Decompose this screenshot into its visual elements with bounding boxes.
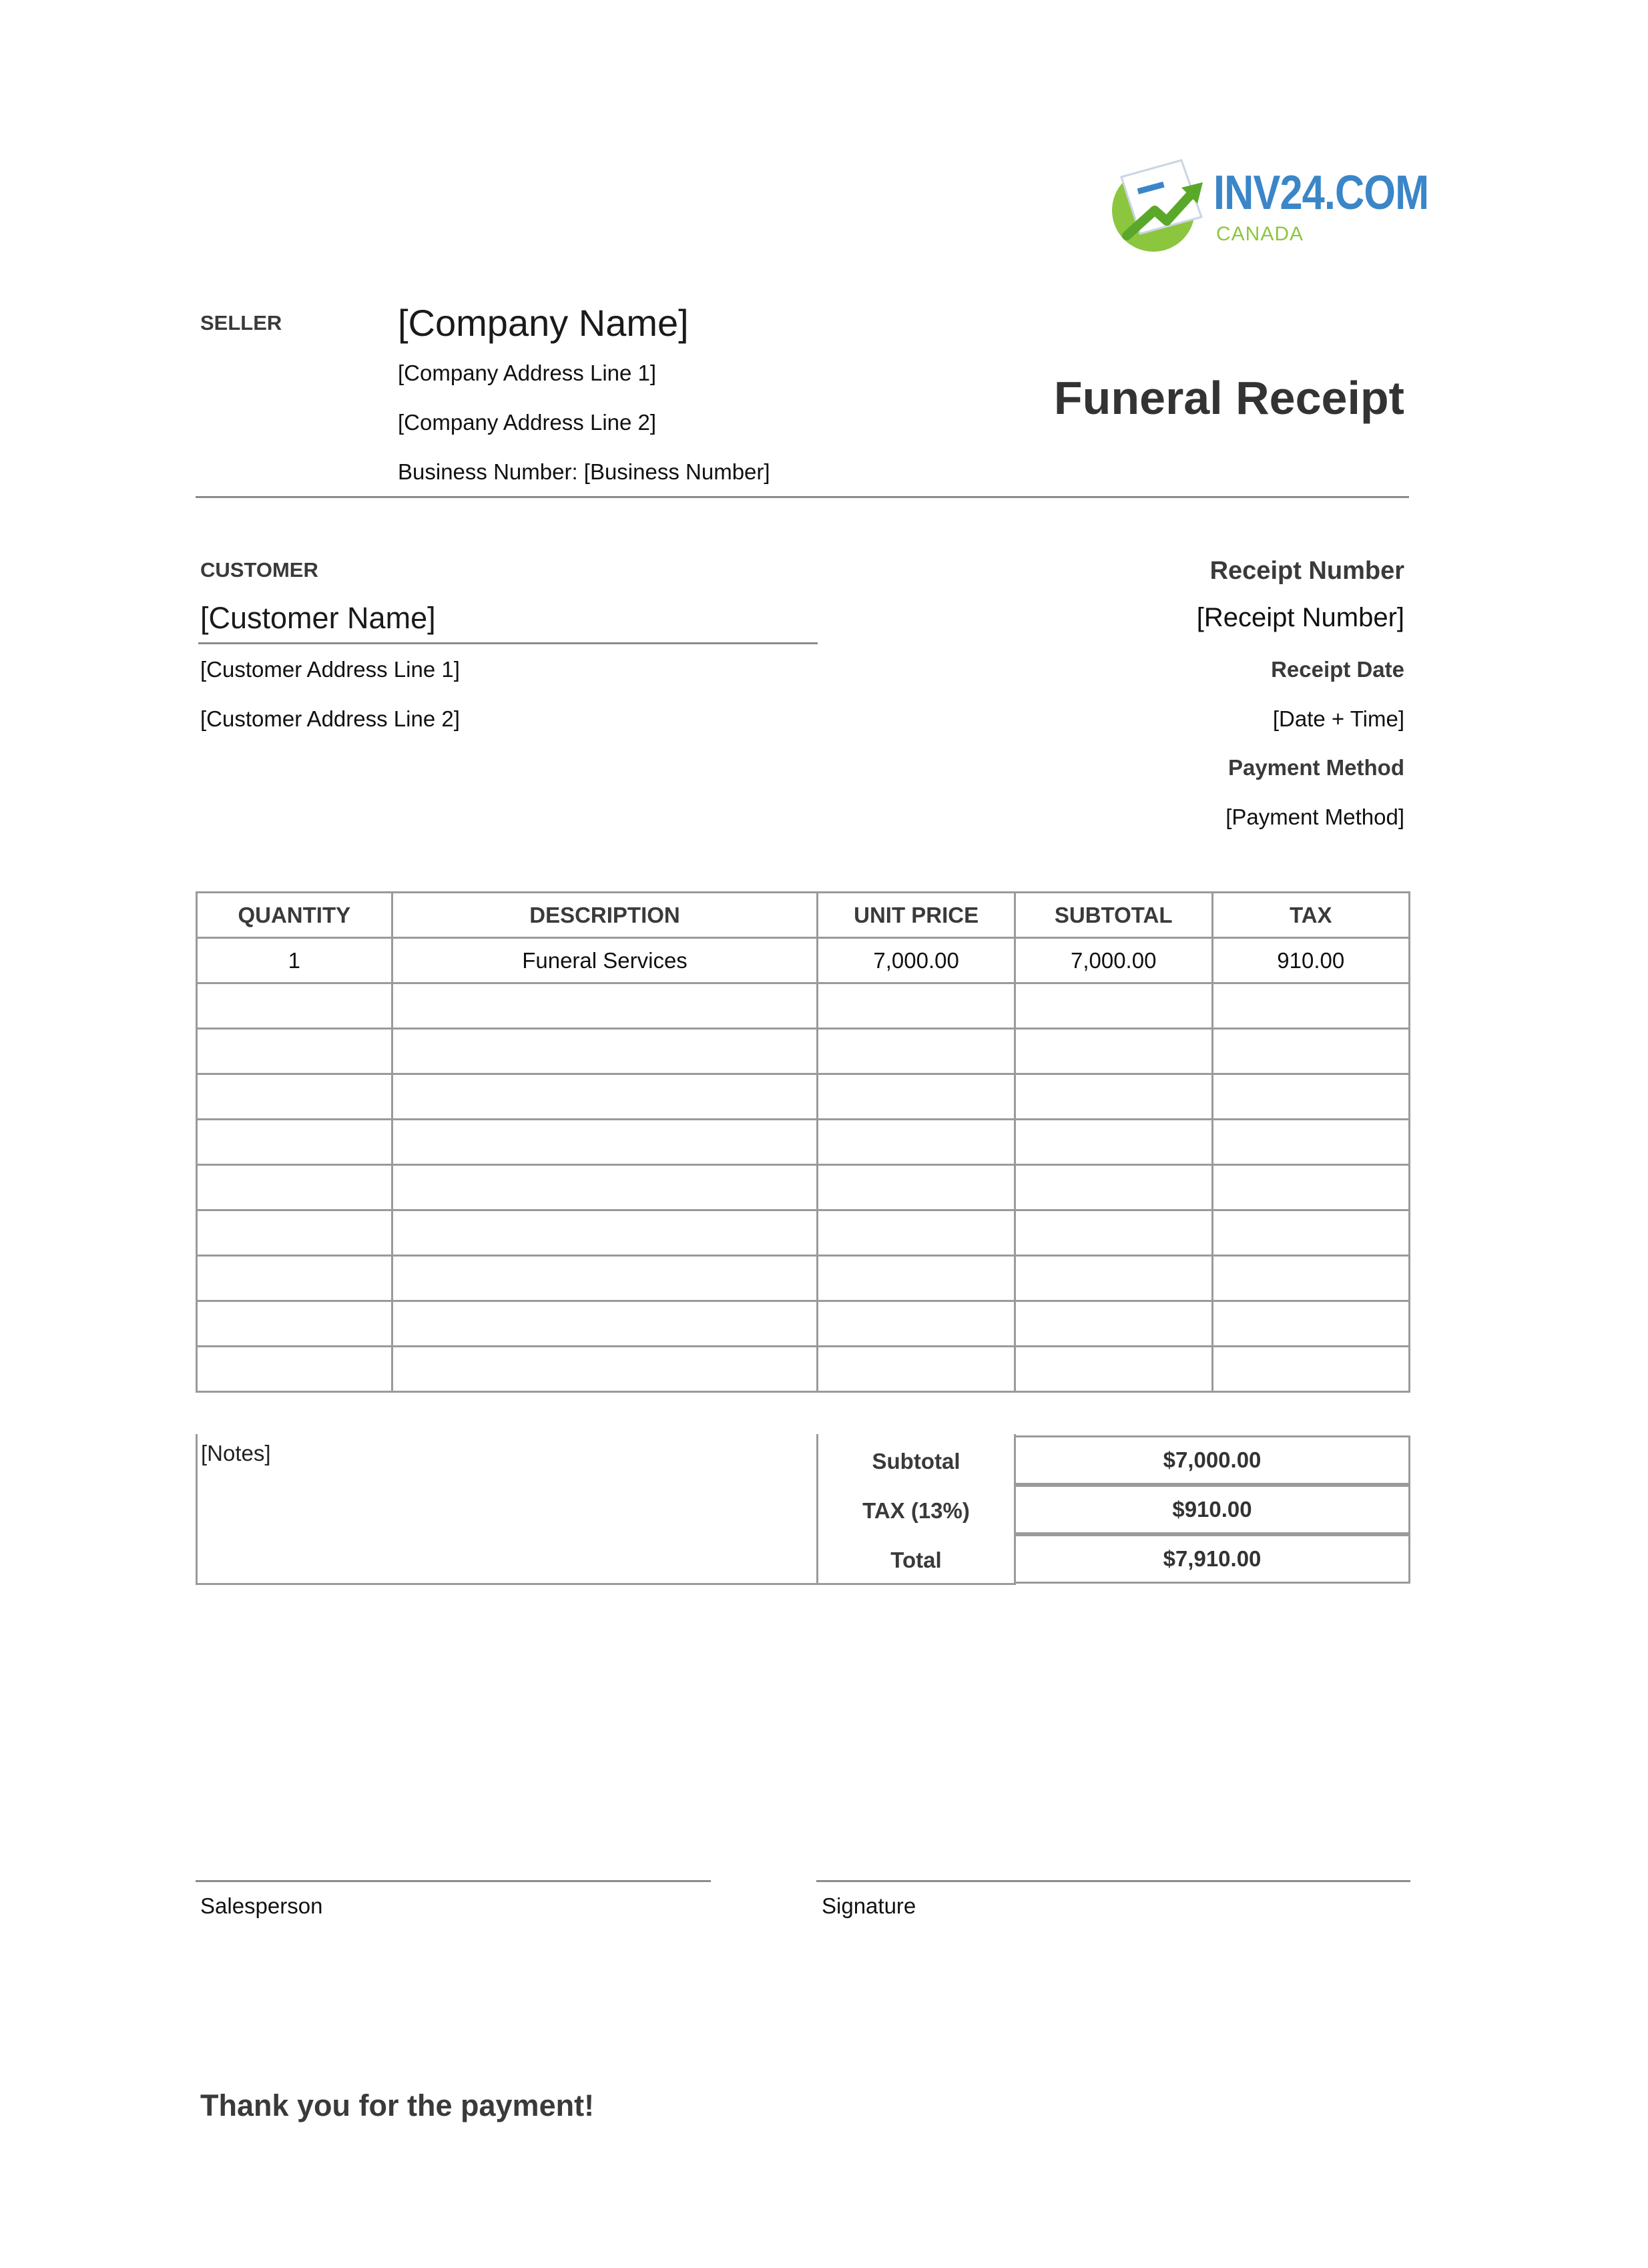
cell-tax [1212, 1074, 1409, 1120]
logo-brand-text: INV24.COM [1213, 166, 1429, 220]
subtotal-label: Subtotal [872, 1449, 960, 1473]
cell-quantity [197, 1120, 392, 1165]
cell-subtotal: 7,000.00 [1015, 938, 1212, 983]
cell-quantity [197, 1029, 392, 1074]
notes-text: [Notes] [201, 1441, 271, 1465]
column-header-quantity: QUANTITY [197, 893, 392, 938]
cell-unit-price [818, 1029, 1015, 1074]
column-header-tax: TAX [1212, 893, 1409, 938]
customer-address-line-1: [Customer Address Line 1] [200, 657, 460, 682]
thank-you-message: Thank you for the payment! [200, 2088, 595, 2122]
cell-unit-price [818, 1120, 1015, 1165]
cell-quantity [197, 1347, 392, 1392]
cell-description [392, 1074, 818, 1120]
table-row [197, 1256, 1410, 1301]
cell-tax [1212, 1210, 1409, 1256]
customer-name: [Customer Name] [200, 601, 436, 635]
salesperson-label: Salesperson [200, 1893, 323, 1918]
cell-unit-price [818, 983, 1015, 1029]
cell-unit-price: 7,000.00 [818, 938, 1015, 983]
logo-region-text: CANADA [1216, 223, 1304, 245]
cell-description [392, 983, 818, 1029]
signature-line [816, 1880, 1410, 1882]
receipt-number-value: [Receipt Number] [1196, 603, 1404, 632]
subtotal-value: $7,000.00 [1014, 1435, 1410, 1485]
cell-quantity [197, 1074, 392, 1120]
cell-tax: 910.00 [1212, 938, 1409, 983]
receipt-date-value: [Date + Time] [1272, 706, 1404, 731]
cell-quantity [197, 1256, 392, 1301]
payment-method-label: Payment Method [1227, 755, 1404, 780]
cell-description [392, 1301, 818, 1347]
cell-description [392, 1029, 818, 1074]
table-row [197, 1347, 1410, 1392]
table-row [197, 1029, 1410, 1074]
cell-unit-price [818, 1210, 1015, 1256]
cell-subtotal [1015, 1301, 1212, 1347]
cell-description: Funeral Services [392, 938, 818, 983]
company-name: [Company Name] [398, 302, 689, 344]
payment-method-value: [Payment Method] [1225, 805, 1404, 829]
tax-value: $910.00 [1014, 1485, 1410, 1534]
cell-description [392, 1165, 818, 1210]
notes-box [196, 1434, 818, 1585]
tax-label: TAX (13%) [862, 1498, 970, 1523]
cell-description [392, 1120, 818, 1165]
table-row [197, 1120, 1410, 1165]
table-row [197, 983, 1410, 1029]
cell-tax [1212, 983, 1409, 1029]
business-number: Business Number: [Business Number] [398, 459, 770, 484]
receipt-date-label: Receipt Date [1271, 657, 1404, 682]
cell-quantity [197, 1165, 392, 1210]
document-title: Funeral Receipt [1053, 372, 1404, 424]
cell-tax [1212, 1301, 1409, 1347]
cell-subtotal [1015, 1029, 1212, 1074]
column-header-unit-price: UNIT PRICE [818, 893, 1015, 938]
items-table [196, 891, 1410, 1393]
signature-label: Signature [822, 1893, 916, 1918]
logo-emblem-icon [1108, 157, 1221, 257]
cell-subtotal [1015, 1074, 1212, 1120]
table-row [197, 938, 1410, 983]
cell-tax [1212, 1347, 1409, 1392]
table-row [197, 1074, 1410, 1120]
cell-quantity: 1 [197, 938, 392, 983]
cell-unit-price [818, 1347, 1015, 1392]
cell-description [392, 1210, 818, 1256]
cell-unit-price [818, 1301, 1015, 1347]
column-header-subtotal: SUBTOTAL [1015, 893, 1212, 938]
salesperson-line [196, 1880, 711, 1882]
receipt-number-label: Receipt Number [1209, 557, 1404, 585]
table-row [197, 1301, 1410, 1347]
cell-description [392, 1256, 818, 1301]
cell-tax [1212, 1165, 1409, 1210]
cell-unit-price [818, 1165, 1015, 1210]
customer-address-line-2: [Customer Address Line 2] [200, 706, 460, 731]
company-address-line-1: [Company Address Line 1] [398, 361, 657, 385]
cell-subtotal [1015, 1165, 1212, 1210]
cell-quantity [197, 1210, 392, 1256]
cell-subtotal [1015, 1210, 1212, 1256]
cell-subtotal [1015, 1120, 1212, 1165]
table-header-row [197, 893, 1410, 938]
cell-quantity [197, 1301, 392, 1347]
cell-subtotal [1015, 1347, 1212, 1392]
customer-label: CUSTOMER [200, 558, 318, 582]
table-row [197, 1210, 1410, 1256]
cell-unit-price [818, 1074, 1015, 1120]
table-row [197, 1165, 1410, 1210]
cell-tax [1212, 1256, 1409, 1301]
cell-description [392, 1347, 818, 1392]
header-divider [196, 496, 1409, 498]
cell-subtotal [1015, 983, 1212, 1029]
seller-label: SELLER [200, 311, 282, 334]
customer-name-underline [198, 642, 818, 644]
cell-unit-price [818, 1256, 1015, 1301]
column-header-description: DESCRIPTION [392, 893, 818, 938]
cell-tax [1212, 1029, 1409, 1074]
total-label: Total [890, 1548, 942, 1572]
cell-subtotal [1015, 1256, 1212, 1301]
total-value: $7,910.00 [1014, 1534, 1410, 1584]
cell-tax [1212, 1120, 1409, 1165]
cell-quantity [197, 983, 392, 1029]
company-address-line-2: [Company Address Line 2] [398, 410, 657, 435]
